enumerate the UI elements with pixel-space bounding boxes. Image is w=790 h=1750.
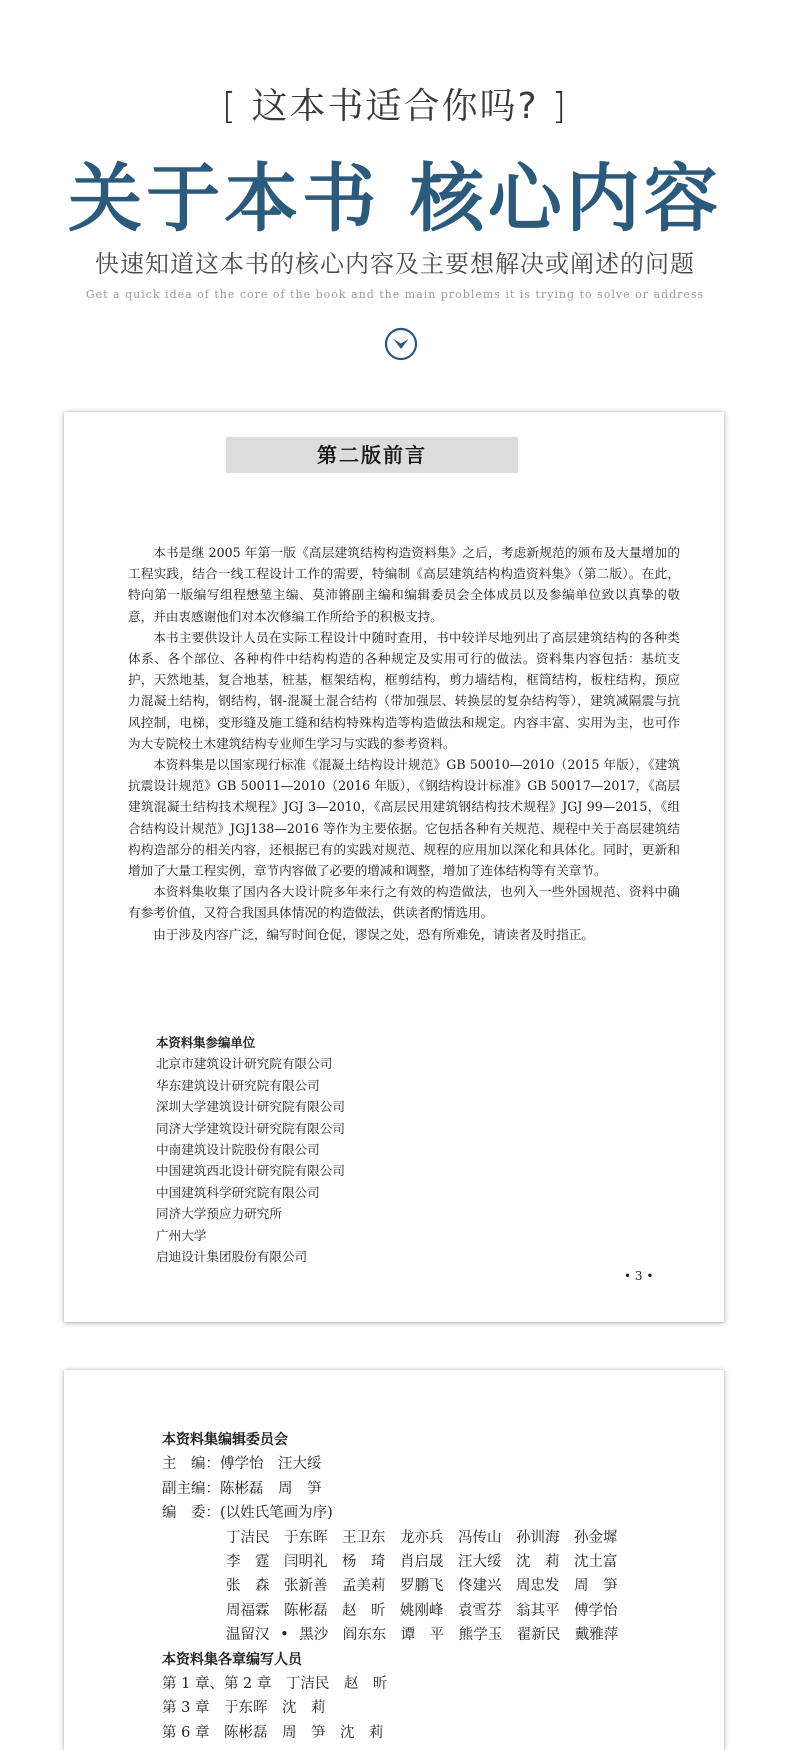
- units-heading: 本资料集参编单位: [156, 1035, 256, 1050]
- unit-item: 同济大学建筑设计研究院有限公司: [156, 1120, 345, 1136]
- unit-item: 北京市建筑设计研究院有限公司: [156, 1056, 333, 1072]
- bracket-right: ]: [552, 86, 569, 127]
- member-line: 张 森 张新善 孟美莉 罗鹏飞 佟建兴 周忠发 周 笋: [226, 1578, 618, 1595]
- committee-heading: 本资料集编辑委员会: [162, 1432, 288, 1448]
- question-text: 这本书适合你吗?: [251, 86, 539, 127]
- members-label: 编 委：: [162, 1505, 220, 1522]
- editorial-committee: [162, 1428, 702, 1745]
- unit-item: 同济大学预应力研究所: [156, 1206, 282, 1222]
- members-row: [162, 1501, 702, 1525]
- member-line: 丁洁民 于东晖 王卫东 龙亦兵 冯传山 孙训海 孙金墀: [226, 1529, 618, 1546]
- chief-names: 傅学怡 汪大绥: [220, 1456, 322, 1473]
- deputy-names: 陈彬磊 周 笋: [220, 1480, 322, 1497]
- unit-item: 广州大学: [156, 1227, 207, 1243]
- chevron-down-circle-icon: [384, 327, 418, 361]
- chief-label: 主 编：: [162, 1456, 220, 1473]
- unit-item: 深圳大学建筑设计研究院有限公司: [156, 1099, 345, 1115]
- chapter-label: 第 1 章、第 2 章: [162, 1676, 272, 1693]
- chief-editor-row: [162, 1452, 702, 1476]
- member-line: 温留汉 • 黑沙 阎东东 谭 平 熊学玉 翟新民 戴雅萍: [226, 1627, 619, 1644]
- bracket-left: [: [221, 86, 238, 127]
- unit-item: 启迪设计集团股份有限公司: [156, 1249, 308, 1265]
- participating-units: [156, 1032, 656, 1267]
- question-heading: [0, 78, 790, 129]
- unit-item: 中南建筑设计院股份有限公司: [156, 1142, 320, 1158]
- unit-item: 中国建筑西北设计研究院有限公司: [156, 1163, 345, 1179]
- deputy-label: 副主编：: [162, 1480, 220, 1497]
- paragraph: 本资料集是以国家现行标准《混凝土结构设计规范》GB 50010—2010（2015 年版），《建筑抗震设计规范》GB 50011—2010（2016 年版），《钢结构设计标准》GB 50017—2017，《高层建筑混凝土结构技术规程》JGJ 3—2010，《高层民用建筑钢结构技术规程》JGJ 99—2015，《组合结构设计规范》JGJ138—2016 等作为主要依据。它包括各种有关规范、规程中关于高层建筑结构构造部分的相关内容，还根据已有的实践对规范、规程的应用加以深化和具体化。同时，更新和增加了大量工程实例，章节内容做了必要的增减和调整，增加了连体结构等有关章节。: [128, 757, 680, 879]
- paragraph: 由于涉及内容广泛，编写时间仓促，谬误之处，恐有所难免，请读者及时指正。: [153, 926, 594, 942]
- member-line: 李 霆 闫明礼 杨 琦 肖启晟 汪大绥 沈 莉 沈土富: [226, 1554, 618, 1571]
- writer-row: [162, 1721, 702, 1745]
- chapter-label: 第 6 章: [162, 1724, 210, 1741]
- paragraph: 本书主要供设计人员在实际工程设计中随时查用，书中较详尽地列出了高层建筑结构的各种类体系、各个部位、各种构件中结构构造的各种规定及实用可行的做法。资料集内容包括：基坑支护，天然地基，复合地基，桩基，框架结构，框剪结构，剪力墙结构，框筒结构，板柱结构，预应力混凝土结构，钢结构，钢-混凝土混合结构（带加强层、转换层的复杂结构等），建筑减隔震与抗风控制，电梯，变形缝及施工缝和结构特殊构造等构造做法和规定。内容丰富、实用为主，也可作为大专院校土木建筑结构专业师生学习与实践的参考资料。: [128, 629, 680, 751]
- writer-names: 于东晖 沈 莉: [223, 1700, 326, 1717]
- chapter-label: 第 3 章: [162, 1700, 210, 1717]
- book-page-committee: [64, 1370, 724, 1750]
- subtitle: 快速知道这本书的核心内容及主要想解决或阐述的问题: [95, 250, 695, 278]
- subtitle-english: Get a quick idea of the core of the book and the main problems it is trying to solve or address: [85, 288, 705, 301]
- deputy-editor-row: [162, 1477, 702, 1501]
- paragraph: 本书是继 2005 年第一版《高层建筑结构构造资料集》之后，考虑新规范的颁布及大量增加的工程实践，结合一线工程设计工作的需要，特编制《高层建筑结构构造资料集》（第二版）。在此，特向第一版编写组程懋堃主编、莫沛锵副主编和编辑委员会全体成员以及参编单位致以真挚的敬意，并由衷感谢他们对本次修编工作所给予的积极支持。: [128, 545, 680, 624]
- book-page-preface: [64, 412, 724, 1322]
- paragraph: 本资料集收集了国内各大设计院多年来行之有效的构造做法，也列入一些外国规范、资料中确有参考价值，又符合我国具体情况的构造做法，供读者酌情选用。: [128, 884, 680, 921]
- writer-row: [162, 1696, 702, 1720]
- page-number: • 3 •: [624, 1269, 654, 1283]
- writers-heading: 本资料集各章编写人员: [162, 1651, 302, 1668]
- writer-names: 丁洁民 赵 昕: [285, 1676, 388, 1693]
- unit-item: 中国建筑科学研究院有限公司: [156, 1184, 320, 1200]
- member-line: 周福霖 陈彬磊 赵 昕 姚刚峰 袁雪芬 翁其平 傅学怡: [226, 1602, 618, 1619]
- writer-row: [162, 1672, 702, 1696]
- preface-title: 第二版前言: [226, 437, 518, 473]
- big-title: 关于本书 核心内容: [68, 156, 722, 242]
- members-note: (以姓氏笔画为序): [220, 1505, 333, 1522]
- writer-names: 陈彬磊 周 笋 沈 莉: [223, 1724, 384, 1741]
- preface-body: [128, 542, 680, 945]
- unit-item: 华东建筑设计研究院有限公司: [156, 1077, 320, 1093]
